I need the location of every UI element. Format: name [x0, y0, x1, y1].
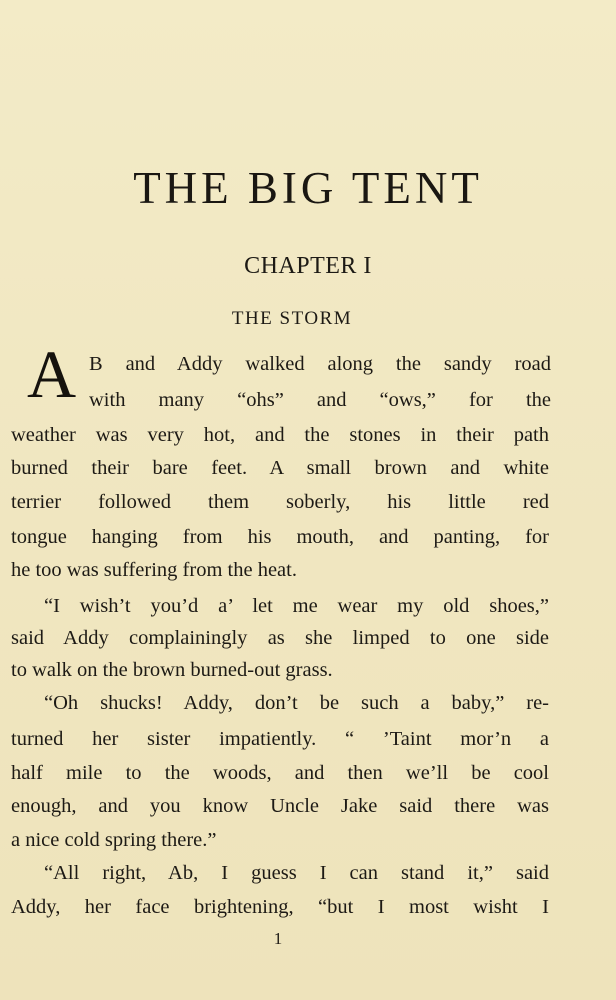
- text-line: terrier followed them soberly, his little red: [11, 491, 549, 513]
- text-line: said Addy complainingly as she limped to one side: [11, 627, 549, 649]
- text-line: “I wish’t you’d a’ let me wear my old shoes,”: [44, 595, 549, 617]
- text-line: “Oh shucks! Addy, don’t be such a baby,” re-: [44, 692, 549, 714]
- text-line: “All right, Ab, I guess I can stand it,” said: [44, 862, 549, 884]
- drop-cap: A: [27, 336, 77, 412]
- book-title: THE BIG TENT: [133, 163, 483, 213]
- text-line: B and Addy walked along the sandy road: [89, 353, 551, 375]
- text-line: weather was very hot, and the stones in their path: [11, 424, 549, 446]
- text-line: with many “ohs” and “ows,” for the: [89, 389, 551, 411]
- text-line: enough, and you know Uncle Jake said there was: [11, 795, 549, 817]
- chapter-number: CHAPTER I: [244, 253, 372, 279]
- text-line: half mile to the woods, and then we’ll be cool: [11, 762, 549, 784]
- text-line: Addy, her face brightening, “but I most wisht I: [11, 896, 549, 918]
- text-line: a nice cold spring there.”: [11, 829, 217, 851]
- text-line: turned her sister impatiently. “ ’Taint mor’n a: [11, 728, 549, 750]
- text-line: tongue hanging from his mouth, and panting, for: [11, 526, 549, 548]
- text-line: burned their bare feet. A small brown and white: [11, 457, 549, 479]
- page-number: 1: [273, 929, 283, 948]
- text-line: to walk on the brown burned-out grass.: [11, 659, 333, 681]
- text-line: he too was suffering from the heat.: [11, 559, 297, 581]
- chapter-title: THE STORM: [231, 308, 353, 329]
